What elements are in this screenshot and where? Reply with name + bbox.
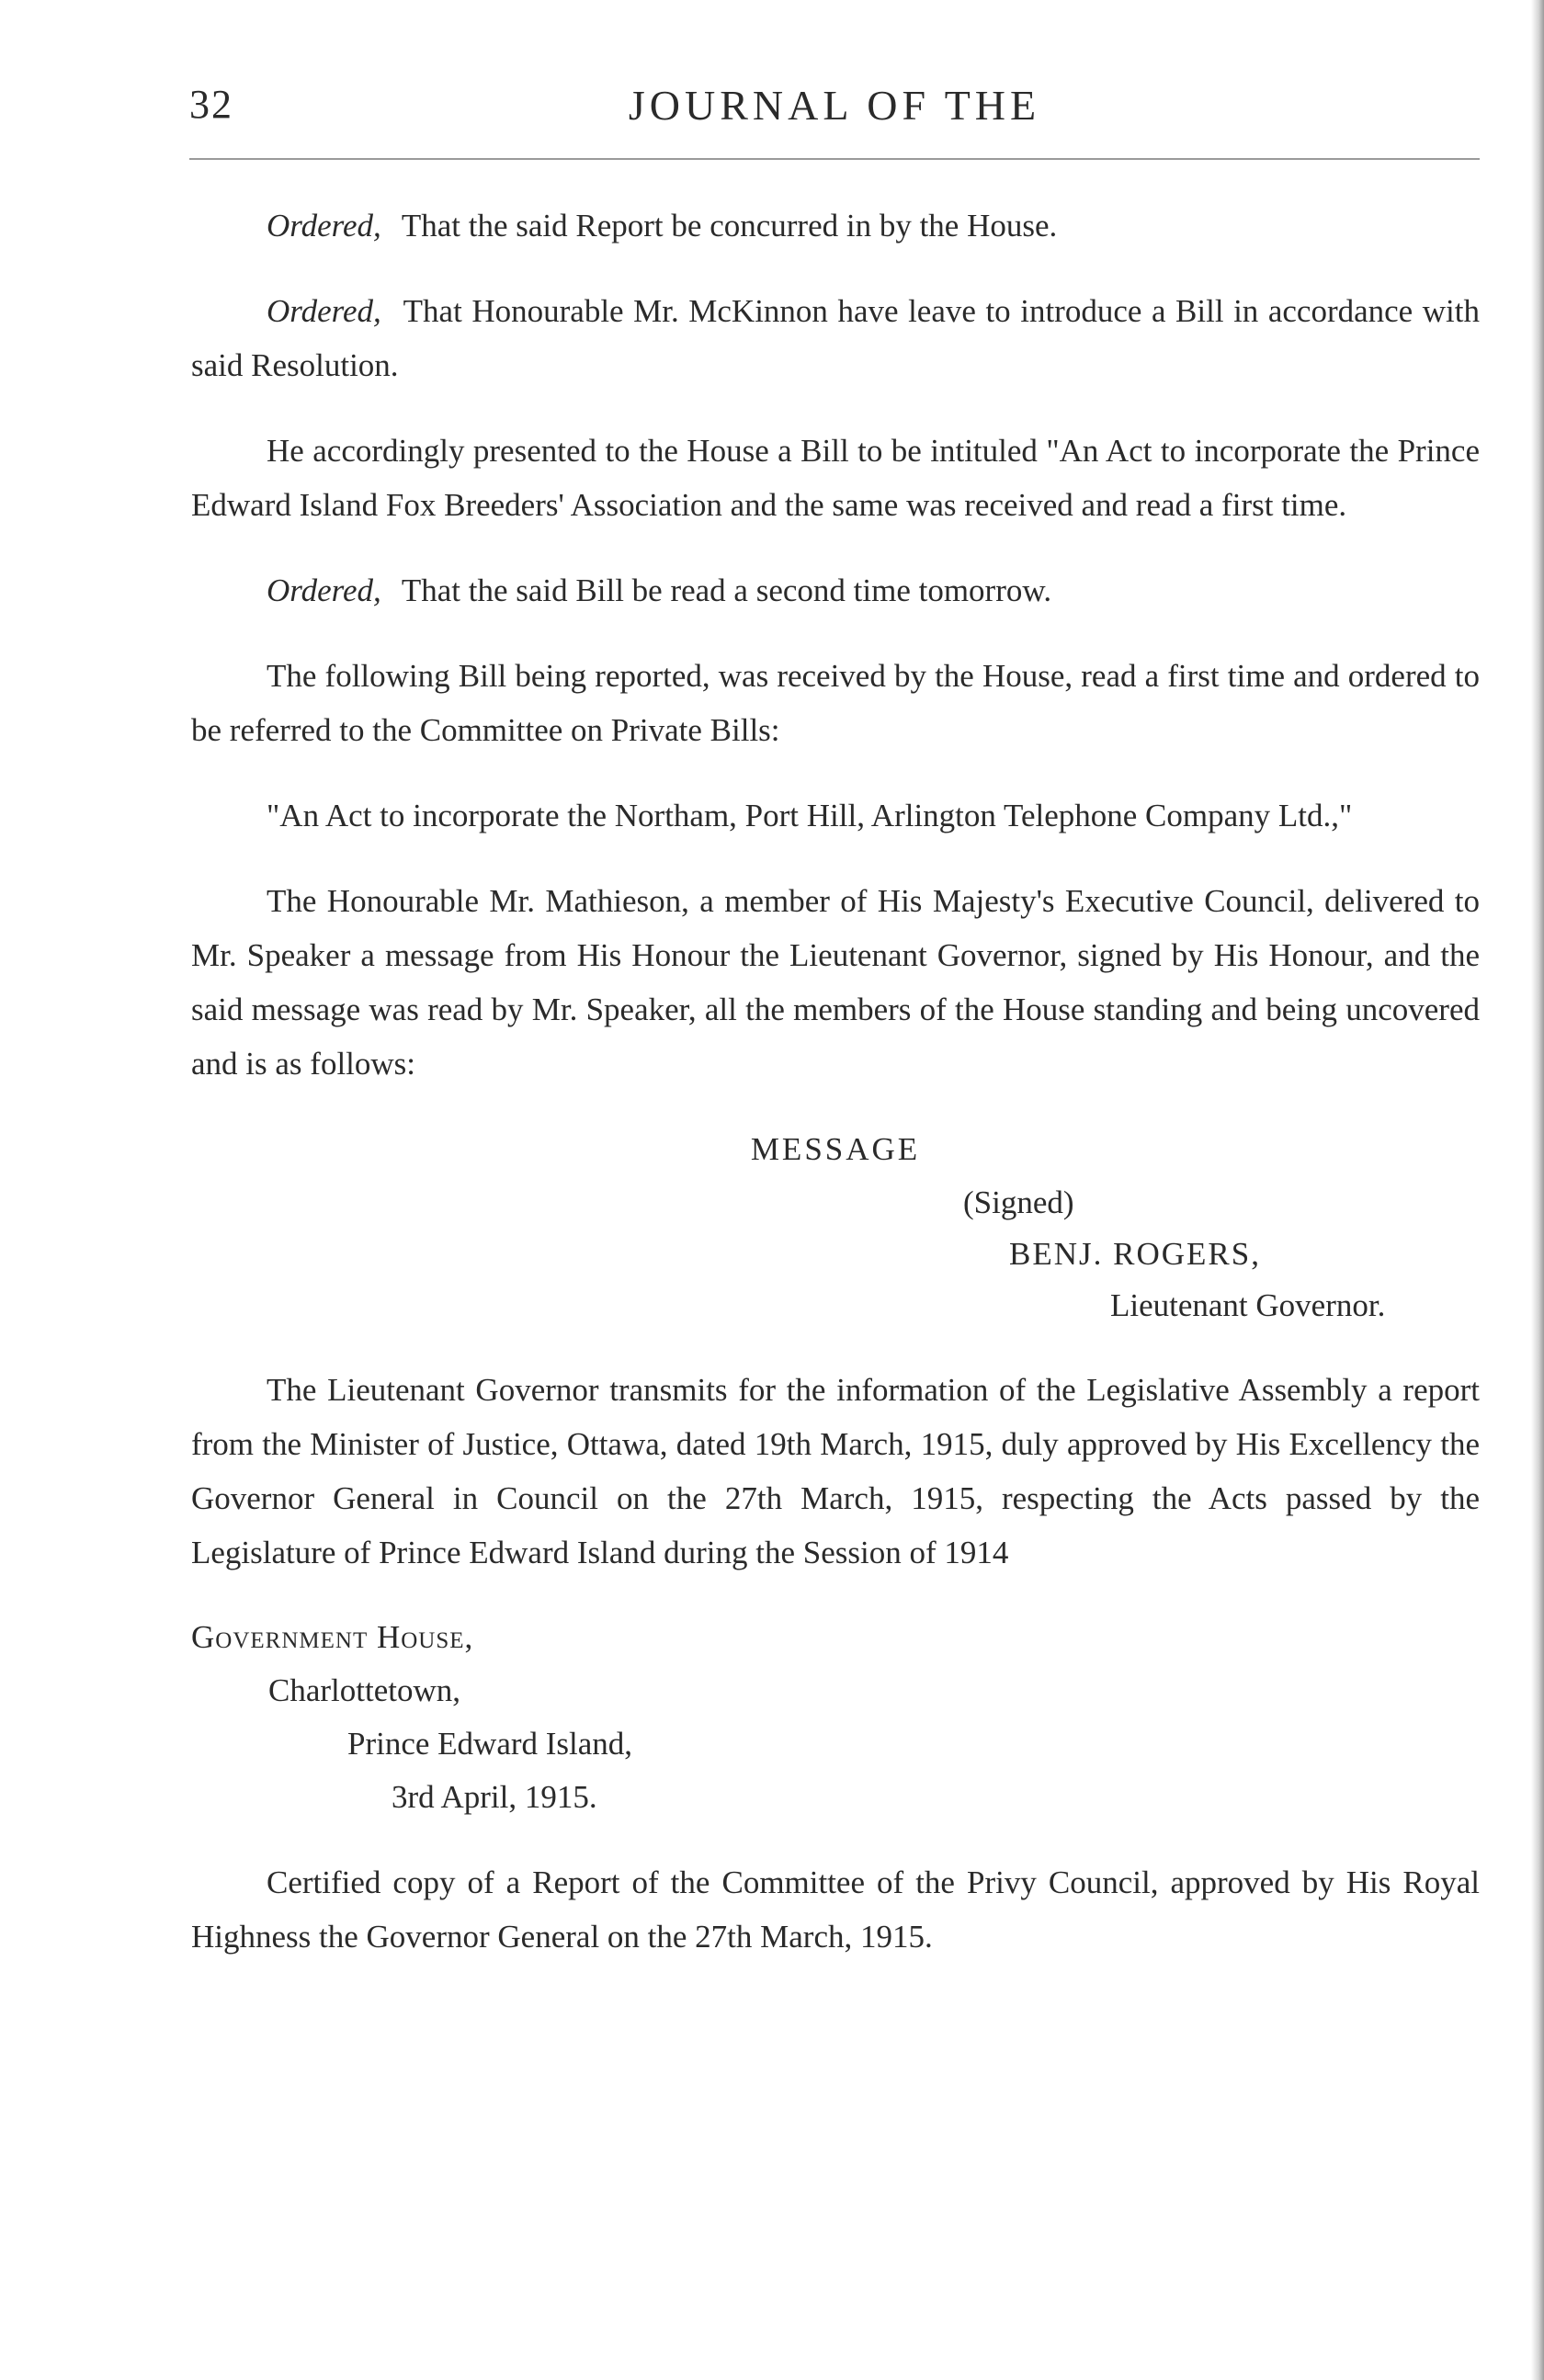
message-heading: MESSAGE [750, 1131, 921, 1167]
paragraph-text: That the said Bill be read a second time tomorrow. [401, 572, 1052, 608]
address-block [191, 1611, 1480, 1824]
address-line-4: 3rd April, 1915. [392, 1779, 597, 1815]
signature-name: BENJ. ROGERS, [1009, 1236, 1261, 1272]
paragraph-bill-presented [191, 424, 1480, 532]
address-line-3: Prince Edward Island, [347, 1726, 633, 1762]
paragraph-certified-copy [191, 1855, 1480, 1964]
paragraph-text: He accordingly presented to the House a Bill to be intituled "An Act to incorporate the Prince Edward Island Fox Breeders' Association and the same was received and read a first time. [191, 433, 1480, 523]
address-line-2: Charlottetown, [268, 1672, 460, 1708]
paragraph-text: The Honourable Mr. Mathieson, a member of His Majesty's Executive Council, delivered to Mr. Speaker a message from His Honour the Lieutenant Governor, signed by His Honour, and the said message was read by Mr. Speaker, all the members of the House standing and being uncovered and is as follows: [191, 883, 1480, 1082]
ordered-label: Ordered, [267, 208, 381, 244]
address-line-1: Government House, [191, 1619, 474, 1655]
signature-title: Lieutenant Governor. [1110, 1287, 1386, 1323]
message-signature [191, 1177, 1480, 1332]
paragraph-text: Certified copy of a Report of the Committee of the Privy Council, approved by His Royal Highness the Governor General on the 27th March, 1915. [191, 1864, 1480, 1955]
paragraph-bill-title [191, 788, 1480, 843]
paragraph-bill-reported [191, 649, 1480, 757]
signature-signed: (Signed) [963, 1184, 1074, 1220]
page-header [189, 81, 1480, 145]
paragraph-text: That the said Report be concurred in by the House. [401, 208, 1058, 244]
running-head: JOURNAL OF THE [628, 82, 1041, 129]
journal-body [191, 198, 1480, 1995]
paragraph-ordered-leave [191, 284, 1480, 392]
paragraph-text: "An Act to incorporate the Northam, Port Hill, Arlington Telephone Company Ltd.," [267, 798, 1353, 833]
ordered-label: Ordered, [267, 293, 381, 329]
scan-edge-shadow [1531, 0, 1544, 2380]
paragraph-ordered-concurred [191, 198, 1480, 253]
header-rule [189, 158, 1480, 160]
paragraph-message-body [191, 1363, 1480, 1580]
paragraph-text: The following Bill being reported, was received by the House, read a first time and ordered to be referred to the Committee on Private Bills: [191, 658, 1480, 748]
paragraph-text: That Honourable Mr. McKinnon have leave to introduce a Bill in accordance with said Resolution. [191, 293, 1480, 383]
paragraph-ordered-second-reading [191, 563, 1480, 618]
paragraph-text: The Lieutenant Governor transmits for the information of the Legislative Assembly a report from the Minister of Justice, Ottawa, dated 19th March, 1915, duly approved by His Excellency the Governor General in Council on the 27th March, 1915, respecting the Acts passed by the Legislature of Prince Edward Island during the Session of 1914 [191, 1372, 1480, 1570]
paragraph-message-delivered [191, 874, 1480, 1091]
page-number: 32 [189, 82, 233, 127]
ordered-label: Ordered, [267, 572, 381, 608]
